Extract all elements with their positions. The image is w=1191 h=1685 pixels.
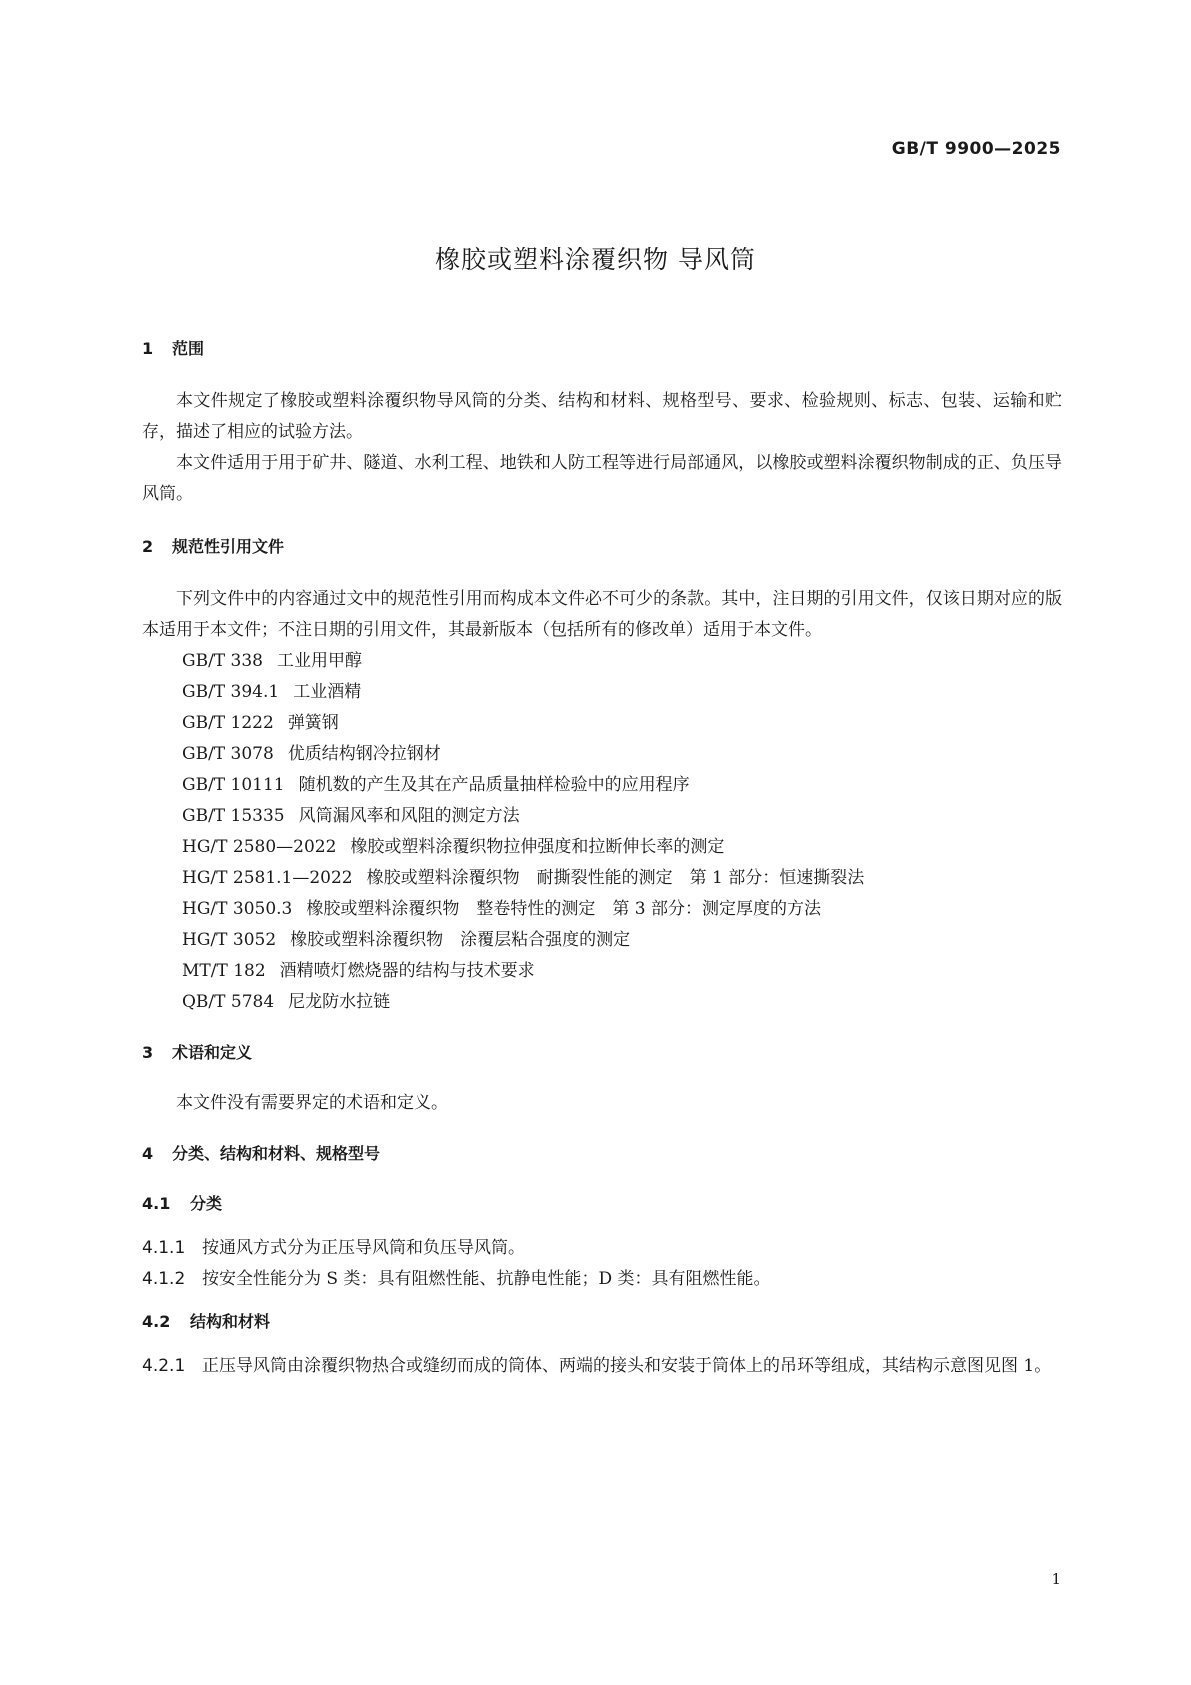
reference-item bbox=[142, 987, 1062, 1018]
clause-4-2-1 bbox=[142, 1351, 1062, 1382]
reference-code: HG/T 3050.3 bbox=[182, 899, 293, 919]
section-number: 4 bbox=[142, 1144, 154, 1163]
reference-item bbox=[142, 832, 1062, 863]
scope-paragraph-2: 本文件适用于用于矿井、隧道、水利工程、地铁和人防工程等进行局部通风，以橡胶或塑料涂覆织物制成的正、负压导风筒。 bbox=[142, 453, 1062, 504]
section-title: 术语和定义 bbox=[172, 1043, 253, 1062]
reference-name: 酒精喷灯燃烧器的结构与技术要求 bbox=[279, 961, 535, 981]
reference-code: GB/T 394.1 bbox=[182, 682, 280, 702]
clause-text: 正压导风筒由涂覆织物热合或缝纫而成的筒体、两端的接头和安装于筒体上的吊环等组成，其结构示意图见图 1。 bbox=[202, 1356, 1052, 1376]
reference-code: QB/T 5784 bbox=[182, 992, 275, 1012]
section-4-heading bbox=[142, 1143, 1062, 1165]
standard-code: GB/T 9900—2025 bbox=[891, 139, 1061, 159]
reference-code: GB/T 1222 bbox=[182, 713, 274, 733]
reference-name: 随机数的产生及其在产品质量抽样检验中的应用程序 bbox=[298, 775, 690, 795]
terms-paragraph: 本文件没有需要界定的术语和定义。 bbox=[176, 1093, 448, 1113]
reference-item bbox=[142, 708, 1062, 739]
reference-code: GB/T 338 bbox=[182, 651, 263, 671]
reference-name: 工业酒精 bbox=[293, 682, 362, 702]
reference-item bbox=[142, 677, 1062, 708]
subsection-4-2-heading bbox=[142, 1311, 1062, 1333]
reference-code: HG/T 2581.1—2022 bbox=[182, 868, 353, 888]
section-number: 2 bbox=[142, 537, 154, 556]
section-1-heading bbox=[142, 338, 1062, 360]
section-3-heading bbox=[142, 1042, 1062, 1064]
clause-text: 按通风方式分为正压导风筒和负压导风筒。 bbox=[202, 1238, 525, 1258]
subsection-number: 4.1 bbox=[142, 1194, 171, 1213]
document-body bbox=[142, 338, 1062, 1382]
reference-item bbox=[142, 894, 1062, 925]
subsection-number: 4.2 bbox=[142, 1312, 171, 1331]
reference-item bbox=[142, 801, 1062, 832]
section-title: 规范性引用文件 bbox=[172, 537, 285, 556]
reference-code: GB/T 3078 bbox=[182, 744, 274, 764]
section-title: 分类、结构和材料、规格型号 bbox=[172, 1144, 381, 1163]
clause-number: 4.1.2 bbox=[142, 1269, 186, 1289]
reference-name: 橡胶或塑料涂覆织物 涂覆层粘合强度的测定 bbox=[290, 930, 631, 950]
reference-name: 风筒漏风率和风阻的测定方法 bbox=[298, 806, 520, 826]
scope-paragraph-1: 本文件规定了橡胶或塑料涂覆织物导风筒的分类、结构和材料、规格型号、要求、检验规则、标志、包装、运输和贮存，描述了相应的试验方法。 bbox=[142, 391, 1062, 442]
reference-name: 尼龙防水拉链 bbox=[288, 992, 391, 1012]
section-number: 1 bbox=[142, 339, 154, 358]
clause-number: 4.1.1 bbox=[142, 1238, 186, 1258]
reference-code: HG/T 3052 bbox=[182, 930, 277, 950]
reference-item bbox=[142, 956, 1062, 987]
reference-code: MT/T 182 bbox=[182, 961, 266, 981]
reference-name: 优质结构钢冷拉钢材 bbox=[287, 744, 441, 764]
reference-item bbox=[142, 863, 1062, 894]
clause-4-1-2 bbox=[142, 1264, 1062, 1295]
clause-text: 按安全性能分为 S 类：具有阻燃性能、抗静电性能；D 类：具有阻燃性能。 bbox=[202, 1269, 771, 1289]
subsection-title: 结构和材料 bbox=[190, 1312, 271, 1331]
normative-references-list bbox=[142, 646, 1062, 1018]
reference-name: 工业用甲醇 bbox=[277, 651, 362, 671]
section-title: 范围 bbox=[172, 339, 205, 358]
subsection-title: 分类 bbox=[190, 1194, 223, 1213]
reference-item bbox=[142, 925, 1062, 956]
page-number: 1 bbox=[1051, 1570, 1061, 1588]
clause-number: 4.2.1 bbox=[142, 1356, 186, 1376]
clause-4-1-1 bbox=[142, 1233, 1062, 1264]
reference-name: 橡胶或塑料涂覆织物 整卷特性的测定 第 3 部分：测定厚度的方法 bbox=[306, 899, 821, 919]
reference-name: 橡胶或塑料涂覆织物 耐撕裂性能的测定 第 1 部分：恒速撕裂法 bbox=[366, 868, 865, 888]
reference-code: GB/T 10111 bbox=[182, 775, 285, 795]
reference-name: 弹簧钢 bbox=[287, 713, 339, 733]
reference-item bbox=[142, 739, 1062, 770]
document-title: 橡胶或塑料涂覆织物 导风筒 bbox=[435, 245, 756, 274]
reference-code: HG/T 2580—2022 bbox=[182, 837, 337, 857]
reference-item bbox=[142, 770, 1062, 801]
reference-item bbox=[142, 646, 1062, 677]
reference-code: GB/T 15335 bbox=[182, 806, 285, 826]
reference-name: 橡胶或塑料涂覆织物拉伸强度和拉断伸长率的测定 bbox=[350, 837, 725, 857]
section-2-heading bbox=[142, 536, 1062, 558]
section-number: 3 bbox=[142, 1043, 154, 1062]
subsection-4-1-heading bbox=[142, 1193, 1062, 1215]
references-intro: 下列文件中的内容通过文中的规范性引用而构成本文件必不可少的条款。其中，注日期的引用文件，仅该日期对应的版本适用于本文件；不注日期的引用文件，其最新版本（包括所有的修改单）适用于本文件。 bbox=[142, 589, 1062, 640]
